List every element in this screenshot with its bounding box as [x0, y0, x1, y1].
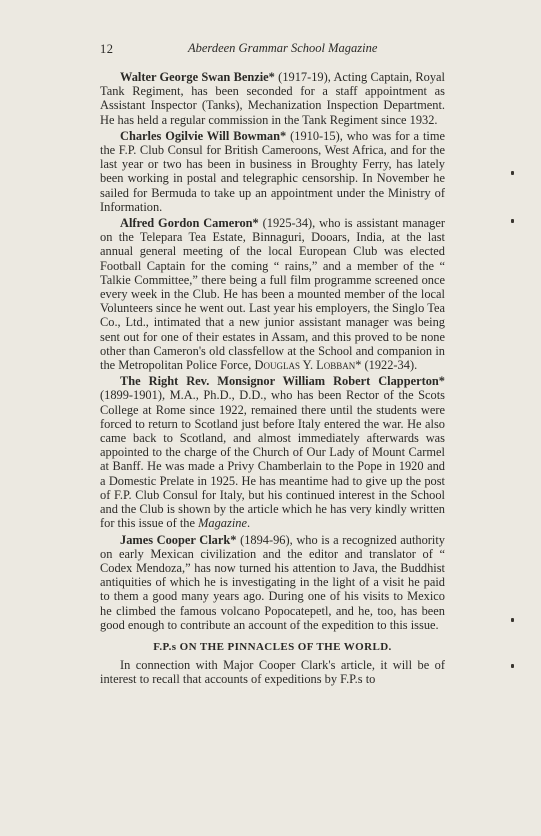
print-speck [511, 618, 514, 622]
print-speck [511, 219, 514, 223]
entry-text: (1917-19), Acting Captain, Royal Tank Regiment, has been seconded for a staff appointment as Assistant Inspector (Tanks), Mechanization Inspection Department. He has held a regular commission in the Tank Regiment since 1932. [100, 70, 445, 127]
entry-cooper-clark [100, 533, 445, 632]
running-title: Aberdeen Grammar School Magazine [188, 41, 378, 55]
entry-benzie [100, 70, 445, 127]
entry-small-caps-name: Douglas Y. Lobban* [254, 358, 362, 373]
entry-cameron [100, 216, 445, 372]
page-number: 12 [100, 42, 114, 56]
entry-clapperton [100, 374, 445, 530]
entry-text: (1925-34), who is assistant manager on the Telepara Tea Estate, Binnaguri, Dooars, India, at the last annual general meeting of the local European Club was elected Football Captain for the coming “ rains,” and a member of the “ Talkie Committee,” there being a full film programme screened once every week in the Club. He has been a mounted member of the local Volunteers since he went out. Last year his employers, the Singlo Tea Co., Ltd., intimated that a new junior assistant manager was being sent out for one of their estates in Assam, and this proved to be none other than Cameron's old classfellow at the School and companion in the Metropolitan Police Force, [100, 216, 445, 373]
article-body [100, 70, 445, 689]
entry-name: Charles Ogilvie Will Bowman* [120, 128, 287, 143]
entry-text: (1899-1901), M.A., Ph.D., D.D., who has been Rector of the Scots College at Rome since 1922, remained there until the students were forced to return to Scotland just before Italy entered the war. He also came back to Scotland, and almost immediately afterwards was appointed to the charge of the Church of Our Lady of Mount Carmel at Banff. He was made a Privy Chamberlain to the Pope in 1920 and a Domestic Prelate in 1925. He has meantime had to give up the post of F.P. Club Consul for Italy, but his continued interest in the School and the Club is shown by the article which he has very kindly written for this issue of the [100, 388, 445, 531]
print-speck [511, 171, 514, 175]
entry-text: (1894-96), who is a recognized authority on early Mexican civilization and the editor and translator of “ Codex Mendoza,” has now turned his attention to Java, the Buddhist antiquities of which he is investigating in the light of a visit he paid to them a good many years ago. During one of his visits to Mexico he climbed the famous volcano Popocatepetl, and he, too, has been good enough to contribute an account of the expedition to this issue. [100, 532, 446, 632]
entry-bowman [100, 129, 445, 214]
entry-name: Walter George Swan Benzie* [120, 70, 275, 84]
entry-italic-title: Magazine [198, 516, 247, 531]
entry-text-after: (1922-34). [361, 358, 418, 373]
section-paragraph: In connection with Major Cooper Clark's article, it will be of interest to recall that accounts of expeditions by F.P.s to [100, 658, 445, 687]
entry-name: Alfred Gordon Cameron* [120, 216, 259, 231]
entry-text: (1910-15), who was for a time the F.P. Club Consul for British Cameroons, West Africa, and for the last year or two has been in business in Broughty Ferry, has lately been working in postal and telegraphic censorship. In November he sailed for Bermuda to take up an appointment under the Ministry of Information. [100, 128, 445, 214]
page-header [100, 40, 445, 58]
section-heading: F.P.s ON THE PINNACLES OF THE WORLD. [153, 640, 392, 653]
entry-text-after: . [246, 516, 251, 531]
entry-name: The Right Rev. Monsignor William Robert Clapperton* [120, 374, 445, 389]
entry-name: James Cooper Clark* [120, 532, 237, 547]
print-speck [511, 664, 514, 668]
